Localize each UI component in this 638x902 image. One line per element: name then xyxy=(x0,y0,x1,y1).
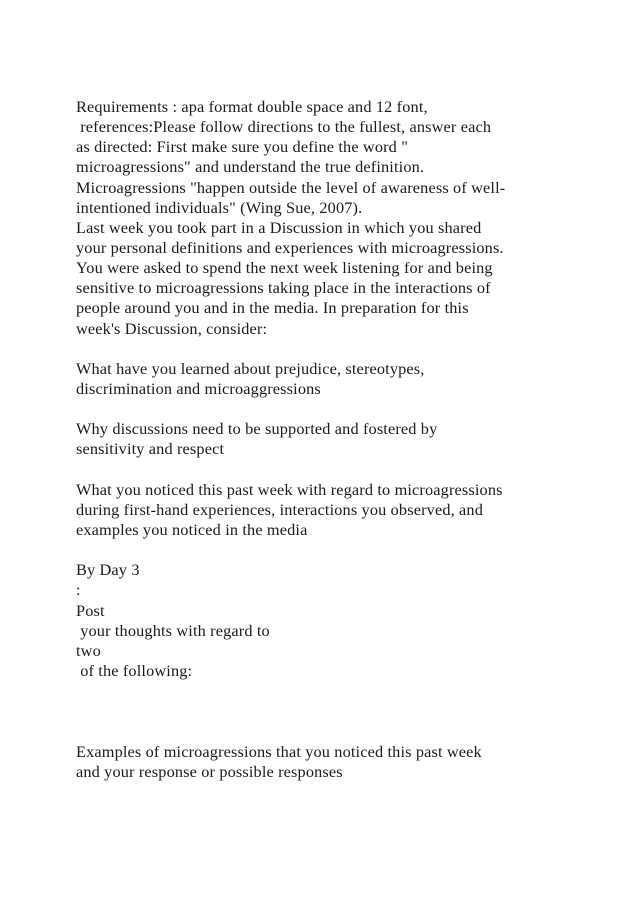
document-body xyxy=(76,97,616,782)
text-line: week's Discussion, consider: xyxy=(76,318,268,338)
text-line: Last week you took part in a Discussion in which you shared xyxy=(76,217,482,237)
text-line: : xyxy=(76,580,81,600)
text-line: intentioned individuals" (Wing Sue, 2007). xyxy=(76,197,363,217)
text-line: By Day 3 xyxy=(76,560,140,580)
blank-line xyxy=(76,399,616,419)
text-line: What you noticed this past week with regard to microagressions xyxy=(76,479,503,499)
text-line: examples you noticed in the media xyxy=(76,519,308,539)
text-line: two xyxy=(76,640,101,660)
blank-line xyxy=(76,460,616,480)
text-line: Requirements : apa format double space and 12 font, xyxy=(76,97,428,116)
text-line: sensitivity and respect xyxy=(76,439,225,459)
blank-line xyxy=(76,339,616,359)
blank-line xyxy=(76,721,616,741)
text-line: Post xyxy=(76,600,105,620)
text-line: during first-hand experiences, interactions you observed, and xyxy=(76,499,484,519)
text-line: your personal definitions and experiences with microagressions. xyxy=(76,237,504,257)
text-line: sensitive to microagressions taking place in the interactions of xyxy=(76,278,491,298)
text-line: Microagressions "happen outside the level of awareness of well- xyxy=(76,177,506,197)
text-line: What have you learned about prejudice, stereotypes, xyxy=(76,358,425,378)
text-line: people around you and in the media. In preparation for this xyxy=(76,298,469,318)
text-line: Examples of microagressions that you noticed this past week xyxy=(76,741,482,761)
text-line: references:Please follow directions to the fullest, answer each xyxy=(76,117,492,137)
blank-line xyxy=(76,540,616,560)
text-line: your thoughts with regard to xyxy=(76,620,270,640)
text-line: You were asked to spend the next week listening for and being xyxy=(76,258,493,278)
text-line: as directed: First make sure you define the word " xyxy=(76,137,408,157)
blank-line xyxy=(76,681,616,701)
text-line: discrimination and microaggressions xyxy=(76,378,321,398)
text-line: and your response or possible responses xyxy=(76,761,343,781)
blank-line xyxy=(76,701,616,721)
text-line: microagressions" and understand the true definition. xyxy=(76,157,425,177)
text-line: Why discussions need to be supported and fostered by xyxy=(76,419,438,439)
text-line: of the following: xyxy=(76,660,193,680)
